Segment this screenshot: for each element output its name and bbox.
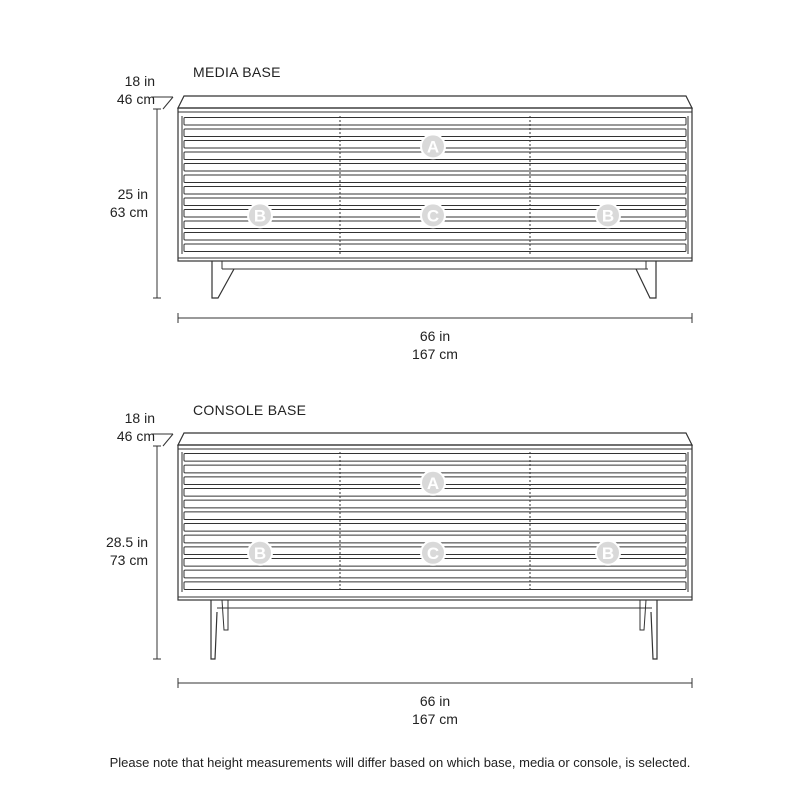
slat xyxy=(184,454,686,462)
console-depth-in: 18 in xyxy=(124,410,155,426)
top-slab xyxy=(178,433,692,445)
label-c-marker-text: C xyxy=(426,206,440,226)
console-depth-cm: 46 cm xyxy=(116,428,155,444)
console-height-in: 28.5 in xyxy=(105,534,148,550)
media-height-in: 25 in xyxy=(117,186,148,202)
label-b-right-marker-text: B xyxy=(601,206,615,226)
slat xyxy=(184,500,686,508)
slat xyxy=(184,582,686,590)
height-note: Please note that height measurements will differ based on which base, media or console, is selected. xyxy=(109,755,691,770)
left-front-leg xyxy=(211,600,217,659)
media-depth-cm: 46 cm xyxy=(116,91,155,107)
label-b-right-marker-text: B xyxy=(601,543,615,563)
console-width-cm: 167 cm xyxy=(412,711,458,727)
console-base-title: CONSOLE BASE xyxy=(193,402,307,418)
label-a-marker-text: A xyxy=(426,473,440,493)
left-back-leg xyxy=(222,600,228,630)
right-back-leg xyxy=(640,600,646,630)
slat xyxy=(184,524,686,532)
right-front-leg xyxy=(651,600,657,659)
media-width-in: 66 in xyxy=(419,328,451,344)
slat xyxy=(184,570,686,578)
slat xyxy=(184,512,686,520)
console-width-in: 66 in xyxy=(419,693,451,709)
label-c-marker-text: C xyxy=(426,543,440,563)
media-base-title: MEDIA BASE xyxy=(193,64,281,80)
label-b-left-marker-text: B xyxy=(253,206,267,226)
media-width-cm: 167 cm xyxy=(412,346,458,362)
depth-diagonal xyxy=(163,434,173,446)
console-height-cm: 73 cm xyxy=(109,552,148,568)
media-height-cm: 63 cm xyxy=(109,204,148,220)
label-a-marker-text: A xyxy=(426,137,440,157)
media-depth-in: 18 in xyxy=(124,73,155,89)
label-b-left-marker-text: B xyxy=(253,543,267,563)
